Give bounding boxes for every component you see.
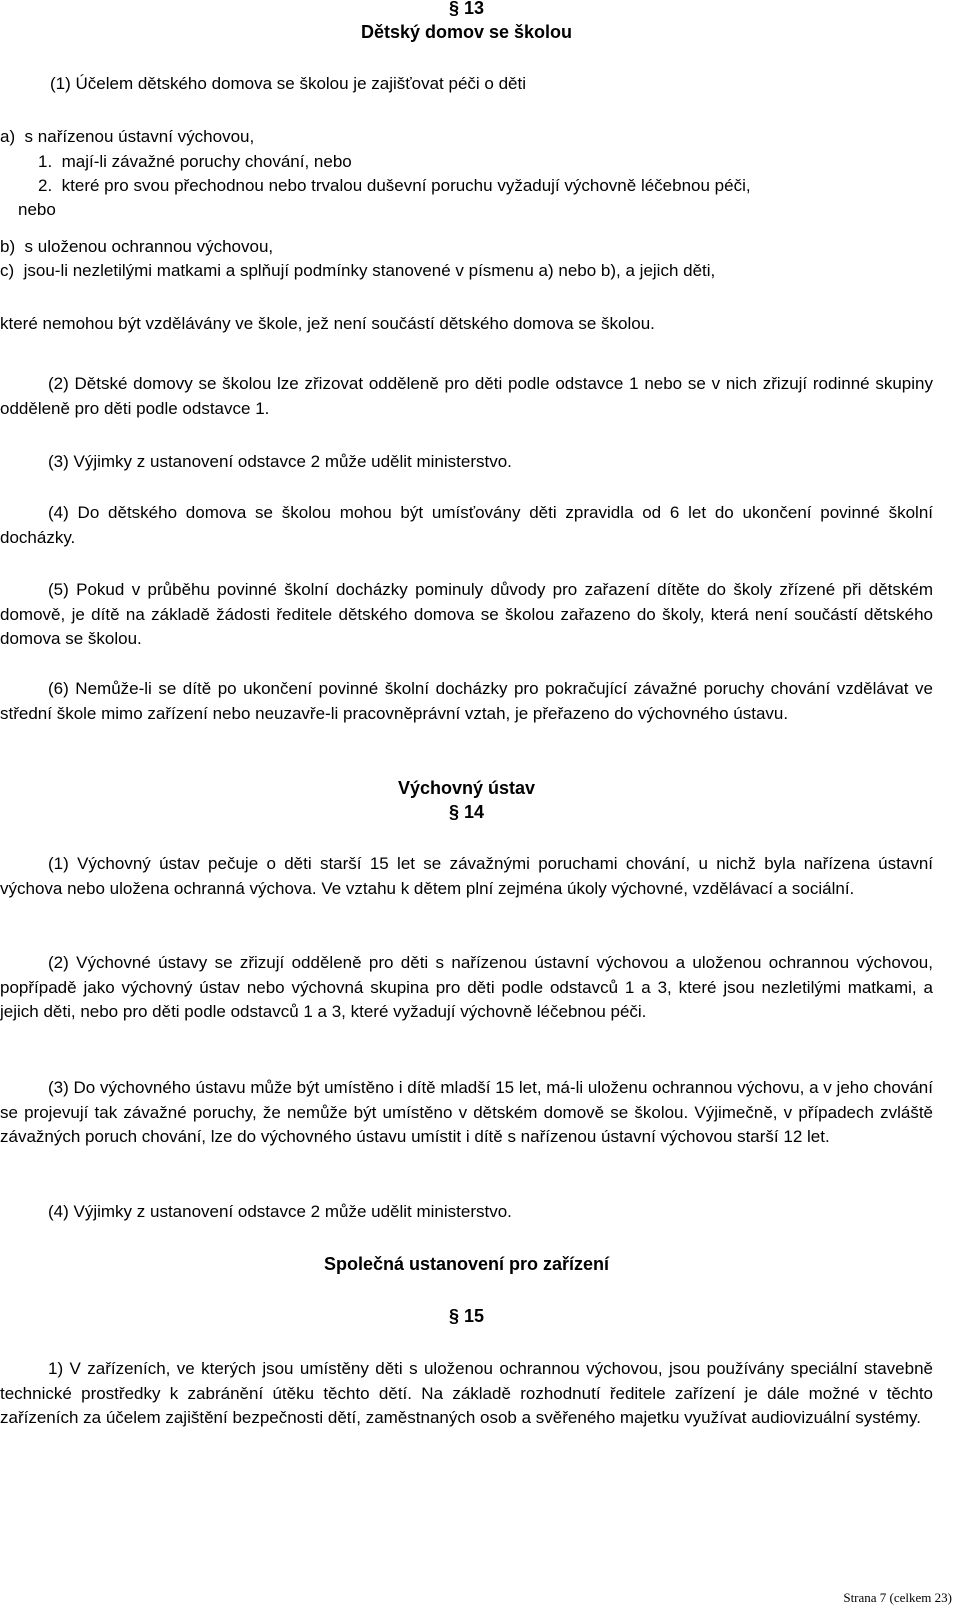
page-footer: Strana 7 (celkem 23) xyxy=(843,1590,952,1605)
paragraph-13-1-tail: které nemohou být vzdělávány ve škole, jež není součástí dětského domova se školou. xyxy=(0,314,655,333)
paragraph-13-2 xyxy=(0,372,933,421)
paragraph-14-3 xyxy=(0,1076,933,1150)
paragraph-15-1 xyxy=(0,1357,933,1431)
paragraph-13-3-text: (3) Výjimky z ustanovení odstavce 2 může udělit ministerstvo. xyxy=(48,452,512,471)
list-item-b: b) s uloženou ochrannou výchovou, xyxy=(0,237,274,256)
list-item-a2-text: které pro svou přechodnou nebo trvalou duševní poruchu vyžadují výchovně léčebnou péči, xyxy=(61,176,751,195)
section-title: Výchovný ústav xyxy=(397,778,536,798)
list-item-a2-continuation: nebo xyxy=(18,200,56,219)
paragraph-13-6 xyxy=(0,677,933,726)
paragraph-13-4 xyxy=(0,501,933,550)
paragraph-13-4-text: (4) Do dětského domova se školou mohou být umísťovány děti zpravidla od 6 let do ukončení povinné školní docházky. xyxy=(0,503,933,547)
paragraph-15-1-text: 1) V zařízeních, ve kterých jsou umístěny děti s uloženou ochrannou výchovou, jsou používány speciální stavebně technické prostředky k zabránění útěku těchto dětí. Na základě rozhodnutí ředitele zařízení je dále možné v těchto zařízeních za účelem zajištění bezpečnosti dětí, zaměstnaných osob a svěřeného majetku využívat audiovizuální systémy. xyxy=(0,1359,933,1427)
section-15-title: Společná ustanovení pro zařízení xyxy=(323,1254,610,1274)
section-symbol: § xyxy=(448,802,459,822)
paragraph-14-4 xyxy=(0,1200,933,1225)
list-item-c: c) jsou-li nezletilými matkami a splňují podmínky stanovené v písmenu a) nebo b), a jejich děti, xyxy=(0,261,716,280)
list-item-a2 xyxy=(38,174,938,199)
section-title: Dětský domov se školou xyxy=(360,22,573,42)
section-symbol: § xyxy=(448,0,459,18)
paragraph-13-6-text: (6) Nemůže-li se dítě po ukončení povinné školní docházky pro pokračující závažné poruchy chování vzdělávat ve střední škole mimo zařízení nebo neuzavře-li pracovněprávní vztah, je přeřazeno do výchovného ústavu. xyxy=(0,679,933,723)
paragraph-13-5 xyxy=(0,578,933,652)
section-number: 13 xyxy=(464,0,485,18)
paragraph-13-3 xyxy=(0,450,933,475)
section-symbol: § xyxy=(448,1306,459,1326)
section-13-heading xyxy=(0,0,933,44)
section-14-heading xyxy=(0,776,933,824)
paragraph-14-1-text: (1) Výchovný ústav pečuje o děti starší 15 let se závažnými poruchami chování, u nichž byla nařízena ústavní výchova nebo uložena ochranná výchova. Ve vztahu k dětem plní zejména úkoly výchovné, vzdělávací a sociální. xyxy=(0,854,933,898)
list-item-a2-number: 2. xyxy=(38,176,53,195)
paragraph-13-5-text: (5) Pokud v průběhu povinné školní docházky pominuly důvody pro zařazení dítěte do školy zřízené při dětském domově, je dítě na základě žádosti ředitele dětského domova se školou zařazeno do školy, která není součástí dětského domova se školou. xyxy=(0,580,933,648)
paragraph-14-3-text: (3) Do výchovného ústavu může být umístěno i dítě mladší 15 let, má-li uloženu ochrannou výchovu, a v jeho chování se projevují tak závažné poruchy, že nemůže být umístěno v dětském domově se školou. Výjimečně, v případech zvláště závažných poruch chování, lze do výchovného ústavu umístit i dítě s nařízenou ústavní výchovou starší 12 let. xyxy=(0,1078,933,1146)
paragraph-14-1 xyxy=(0,852,933,901)
section-number: 14 xyxy=(464,802,485,822)
paragraph-14-4-text: (4) Výjimky z ustanovení odstavce 2 může udělit ministerstvo. xyxy=(48,1202,512,1221)
paragraph-14-2-text: (2) Výchovné ústavy se zřizují odděleně pro děti s nařízenou ústavní výchovou a uloženou ochrannou výchovou, popřípadě jako výchovný ústav nebo výchovná skupina pro děti podle odstavců 1 a 3, které jsou nezletilými matkami, a jejich děti, nebo pro děti podle odstavců 1 a 3, které vyžadují výchovně léčebnou péči. xyxy=(0,953,933,1021)
section-number: 15 xyxy=(464,1306,485,1326)
list-item-a: a) s nařízenou ústavní výchovou, xyxy=(0,127,255,146)
paragraph-13-2-text: (2) Dětské domovy se školou lze zřizovat odděleně pro děti podle odstavce 1 nebo se v nich zřizují rodinné skupiny odděleně pro děti podle odstavce 1. xyxy=(0,374,933,418)
list-item-a1: 1. mají-li závažné poruchy chování, nebo xyxy=(38,152,352,171)
paragraph-13-1-intro: (1) Účelem dětského domova se školou je zajišťovat péči o děti xyxy=(50,74,526,93)
paragraph-14-2 xyxy=(0,951,933,1025)
section-15-number xyxy=(0,1304,933,1328)
